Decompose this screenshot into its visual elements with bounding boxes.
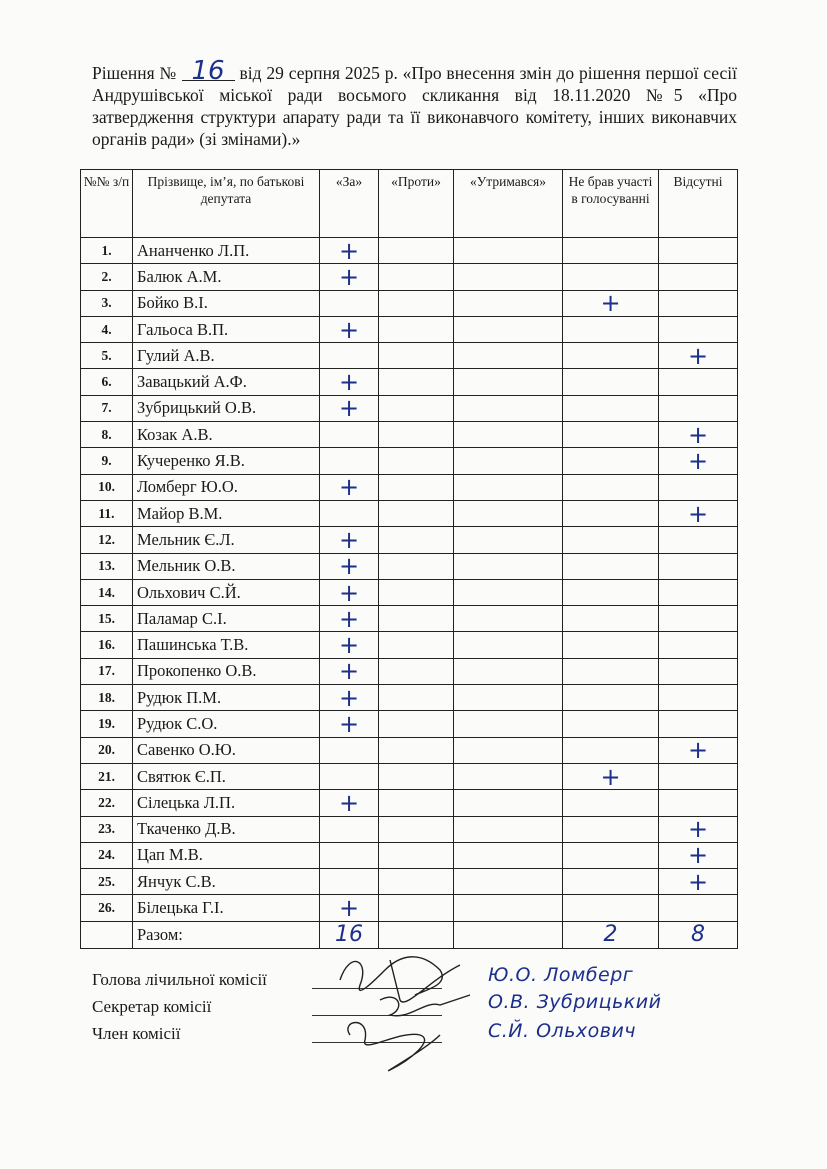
vote-proty xyxy=(379,685,454,711)
row-number: 3. xyxy=(81,290,133,316)
vote-vidsutni xyxy=(659,474,738,500)
vote-ne-brav: + xyxy=(563,290,659,316)
vote-ne-brav xyxy=(563,553,659,579)
vote-vidsutni xyxy=(659,369,738,395)
vote-za: + xyxy=(320,632,379,658)
vote-vidsutni xyxy=(659,658,738,684)
vote-vidsutni: + xyxy=(659,816,738,842)
vote-za: + xyxy=(320,395,379,421)
table-row xyxy=(81,658,738,684)
vote-utrymavsia xyxy=(454,737,563,763)
deputy-name: Майор В.М. xyxy=(133,500,320,526)
vote-proty xyxy=(379,369,454,395)
vote-proty xyxy=(379,448,454,474)
vote-ne-brav: + xyxy=(563,763,659,789)
member-label: Член комісії xyxy=(92,1024,181,1043)
table-row xyxy=(81,816,738,842)
row-number: 23. xyxy=(81,816,133,842)
header-vidsutni: Відсутні xyxy=(659,170,738,238)
deputy-name: Завацький А.Ф. xyxy=(133,369,320,395)
table-row xyxy=(81,369,738,395)
vote-za xyxy=(320,500,379,526)
vote-za: + xyxy=(320,264,379,290)
vote-ne-brav xyxy=(563,895,659,921)
vote-ne-brav xyxy=(563,842,659,868)
vote-vidsutni xyxy=(659,264,738,290)
table-row xyxy=(81,763,738,789)
vote-vidsutni: + xyxy=(659,869,738,895)
vote-utrymavsia xyxy=(454,869,563,895)
table-row xyxy=(81,474,738,500)
row-number: 12. xyxy=(81,527,133,553)
vote-utrymavsia xyxy=(454,500,563,526)
vote-ne-brav xyxy=(563,500,659,526)
header-name: Прізвище, ім’я, по батькові депутата xyxy=(133,170,320,238)
vote-utrymavsia xyxy=(454,816,563,842)
table-body xyxy=(81,238,738,922)
vote-ne-brav xyxy=(563,422,659,448)
deputy-name: Кучеренко Я.В. xyxy=(133,448,320,474)
vote-vidsutni xyxy=(659,711,738,737)
row-number: 5. xyxy=(81,343,133,369)
vote-vidsutni xyxy=(659,895,738,921)
vote-za xyxy=(320,343,379,369)
deputy-name: Ананченко Л.П. xyxy=(133,238,320,264)
deputy-name: Балюк А.М. xyxy=(133,264,320,290)
total-empty-cell xyxy=(81,921,133,948)
handwritten-signatures xyxy=(330,940,480,1080)
vote-za: + xyxy=(320,685,379,711)
table-header-row xyxy=(81,170,738,238)
row-number: 20. xyxy=(81,737,133,763)
vote-proty xyxy=(379,395,454,421)
vote-vidsutni xyxy=(659,763,738,789)
table-row xyxy=(81,579,738,605)
vote-utrymavsia xyxy=(454,711,563,737)
row-number: 22. xyxy=(81,790,133,816)
deputy-name: Савенко О.Ю. xyxy=(133,737,320,763)
vote-ne-brav xyxy=(563,369,659,395)
table-row xyxy=(81,711,738,737)
row-number: 7. xyxy=(81,395,133,421)
vote-utrymavsia xyxy=(454,448,563,474)
vote-proty xyxy=(379,474,454,500)
vote-proty xyxy=(379,316,454,342)
vote-proty xyxy=(379,632,454,658)
vote-utrymavsia xyxy=(454,685,563,711)
decision-heading xyxy=(92,56,737,150)
row-number: 1. xyxy=(81,238,133,264)
table-row xyxy=(81,395,738,421)
table-row xyxy=(81,553,738,579)
vote-ne-brav xyxy=(563,316,659,342)
vote-ne-brav xyxy=(563,474,659,500)
vote-vidsutni xyxy=(659,395,738,421)
row-number: 21. xyxy=(81,763,133,789)
row-number: 17. xyxy=(81,658,133,684)
row-number: 19. xyxy=(81,711,133,737)
vote-proty xyxy=(379,264,454,290)
vote-ne-brav xyxy=(563,264,659,290)
vote-vidsutni xyxy=(659,527,738,553)
vote-za: + xyxy=(320,369,379,395)
total-vidsutni: 8 xyxy=(659,921,738,948)
table-row xyxy=(81,290,738,316)
table-row xyxy=(81,238,738,264)
table-row xyxy=(81,632,738,658)
vote-za xyxy=(320,842,379,868)
vote-za: + xyxy=(320,658,379,684)
deputy-name: Мельник О.В. xyxy=(133,553,320,579)
secretary-label: Секретар комісії xyxy=(92,997,212,1016)
vote-utrymavsia xyxy=(454,658,563,684)
vote-utrymavsia xyxy=(454,842,563,868)
table-row xyxy=(81,737,738,763)
vote-utrymavsia xyxy=(454,553,563,579)
row-number: 2. xyxy=(81,264,133,290)
row-number: 26. xyxy=(81,895,133,921)
header-utrymavsia: «Утримався» xyxy=(454,170,563,238)
vote-utrymavsia xyxy=(454,422,563,448)
table-row xyxy=(81,448,738,474)
vote-ne-brav xyxy=(563,606,659,632)
vote-za: + xyxy=(320,895,379,921)
vote-utrymavsia xyxy=(454,895,563,921)
deputy-name: Янчук С.В. xyxy=(133,869,320,895)
vote-proty xyxy=(379,816,454,842)
vote-ne-brav xyxy=(563,711,659,737)
deputy-name: Рудюк П.М. xyxy=(133,685,320,711)
deputy-name: Сілецька Л.П. xyxy=(133,790,320,816)
vote-vidsutni xyxy=(659,632,738,658)
deputy-name: Прокопенко О.В. xyxy=(133,658,320,684)
member-name: С.Й. Ольхович xyxy=(488,1020,637,1042)
vote-ne-brav xyxy=(563,448,659,474)
deputy-name: Святюк Є.П. xyxy=(133,763,320,789)
vote-vidsutni: + xyxy=(659,842,738,868)
vote-vidsutni xyxy=(659,290,738,316)
deputy-name: Мельник Є.Л. xyxy=(133,527,320,553)
vote-proty xyxy=(379,290,454,316)
vote-vidsutni xyxy=(659,685,738,711)
row-number: 14. xyxy=(81,579,133,605)
voting-table xyxy=(80,169,738,949)
vote-ne-brav xyxy=(563,395,659,421)
vote-proty xyxy=(379,763,454,789)
row-number: 18. xyxy=(81,685,133,711)
vote-proty xyxy=(379,711,454,737)
table-row xyxy=(81,685,738,711)
vote-utrymavsia xyxy=(454,579,563,605)
row-number: 8. xyxy=(81,422,133,448)
member-signature xyxy=(348,1023,440,1071)
deputy-name: Козак А.В. xyxy=(133,422,320,448)
table-row xyxy=(81,790,738,816)
vote-vidsutni: + xyxy=(659,737,738,763)
vote-za: + xyxy=(320,553,379,579)
decision-text: від 29 серпня 2025 р. «Про внесення змін до рішення першої сесії Андрушівської міської ради восьмого скликання від 18.11.2020 №5 «Про затвердження структури апарату ради та її виконавчого комітету, інших виконавчих органів ради» (зі змінами).» xyxy=(92,63,737,149)
vote-vidsutni xyxy=(659,316,738,342)
vote-za xyxy=(320,737,379,763)
table-row xyxy=(81,264,738,290)
deputy-name: Цап М.В. xyxy=(133,842,320,868)
deputy-name: Ломберг Ю.О. xyxy=(133,474,320,500)
vote-vidsutni xyxy=(659,238,738,264)
deputy-name: Рудюк С.О. xyxy=(133,711,320,737)
vote-proty xyxy=(379,527,454,553)
vote-proty xyxy=(379,500,454,526)
table-row xyxy=(81,316,738,342)
vote-ne-brav xyxy=(563,238,659,264)
secretary-name: О.В. Зубрицький xyxy=(488,991,662,1013)
header-proty: «Проти» xyxy=(379,170,454,238)
vote-vidsutni: + xyxy=(659,500,738,526)
row-number: 13. xyxy=(81,553,133,579)
vote-vidsutni: + xyxy=(659,448,738,474)
row-number: 25. xyxy=(81,869,133,895)
row-number: 11. xyxy=(81,500,133,526)
vote-za: + xyxy=(320,527,379,553)
vote-za: + xyxy=(320,316,379,342)
vote-za xyxy=(320,448,379,474)
table-row xyxy=(81,606,738,632)
vote-proty xyxy=(379,869,454,895)
vote-ne-brav xyxy=(563,790,659,816)
table-row xyxy=(81,343,738,369)
deputy-name: Паламар С.І. xyxy=(133,606,320,632)
vote-utrymavsia xyxy=(454,316,563,342)
vote-za xyxy=(320,422,379,448)
vote-utrymavsia xyxy=(454,632,563,658)
vote-vidsutni xyxy=(659,579,738,605)
decision-prefix: Рішення № xyxy=(92,63,177,83)
vote-utrymavsia xyxy=(454,343,563,369)
secretary-signature xyxy=(380,995,470,1016)
deputy-name: Зубрицький О.В. xyxy=(133,395,320,421)
vote-proty xyxy=(379,422,454,448)
decision-number: 16 xyxy=(182,62,235,81)
vote-proty xyxy=(379,842,454,868)
deputy-name: Ольхович С.Й. xyxy=(133,579,320,605)
vote-ne-brav xyxy=(563,527,659,553)
deputy-name: Бойко В.І. xyxy=(133,290,320,316)
total-ne-brav: 2 xyxy=(563,921,659,948)
vote-utrymavsia xyxy=(454,474,563,500)
vote-proty xyxy=(379,790,454,816)
vote-za: + xyxy=(320,579,379,605)
vote-za: + xyxy=(320,790,379,816)
vote-proty xyxy=(379,579,454,605)
chair-signature xyxy=(340,957,460,1002)
vote-za xyxy=(320,816,379,842)
vote-proty xyxy=(379,658,454,684)
vote-proty xyxy=(379,606,454,632)
vote-proty xyxy=(379,238,454,264)
vote-ne-brav xyxy=(563,685,659,711)
table-row xyxy=(81,895,738,921)
vote-ne-brav xyxy=(563,869,659,895)
row-number: 16. xyxy=(81,632,133,658)
vote-ne-brav xyxy=(563,737,659,763)
vote-za xyxy=(320,290,379,316)
vote-vidsutni xyxy=(659,553,738,579)
row-number: 15. xyxy=(81,606,133,632)
chair-name: Ю.О. Ломберг xyxy=(488,964,634,986)
vote-vidsutni xyxy=(659,606,738,632)
deputy-name: Гальоса В.П. xyxy=(133,316,320,342)
deputy-name: Пашинська Т.В. xyxy=(133,632,320,658)
vote-ne-brav xyxy=(563,658,659,684)
header-za: «За» xyxy=(320,170,379,238)
vote-vidsutni: + xyxy=(659,343,738,369)
vote-proty xyxy=(379,895,454,921)
vote-vidsutni: + xyxy=(659,422,738,448)
vote-proty xyxy=(379,553,454,579)
vote-proty xyxy=(379,737,454,763)
total-label: Разом: xyxy=(133,921,320,948)
row-number: 9. xyxy=(81,448,133,474)
vote-utrymavsia xyxy=(454,369,563,395)
vote-ne-brav xyxy=(563,343,659,369)
table-row xyxy=(81,422,738,448)
vote-utrymavsia xyxy=(454,290,563,316)
vote-ne-brav xyxy=(563,816,659,842)
header-ne-brav: Не брав участі в голосуванні xyxy=(563,170,659,238)
row-number: 6. xyxy=(81,369,133,395)
table-row xyxy=(81,842,738,868)
vote-utrymavsia xyxy=(454,790,563,816)
deputy-name: Гулий А.В. xyxy=(133,343,320,369)
vote-ne-brav xyxy=(563,579,659,605)
vote-za: + xyxy=(320,606,379,632)
row-number: 4. xyxy=(81,316,133,342)
vote-utrymavsia xyxy=(454,395,563,421)
table-row xyxy=(81,527,738,553)
table-row xyxy=(81,500,738,526)
vote-za: + xyxy=(320,474,379,500)
chair-label: Голова лічильної комісії xyxy=(92,970,267,989)
vote-za: + xyxy=(320,711,379,737)
vote-za: + xyxy=(320,238,379,264)
vote-za xyxy=(320,869,379,895)
vote-utrymavsia xyxy=(454,763,563,789)
row-number: 24. xyxy=(81,842,133,868)
vote-za xyxy=(320,763,379,789)
vote-vidsutni xyxy=(659,790,738,816)
header-num: №№ з/п xyxy=(81,170,133,238)
vote-utrymavsia xyxy=(454,527,563,553)
vote-utrymavsia xyxy=(454,238,563,264)
table-row xyxy=(81,869,738,895)
row-number: 10. xyxy=(81,474,133,500)
vote-proty xyxy=(379,343,454,369)
vote-utrymavsia xyxy=(454,606,563,632)
deputy-name: Ткаченко Д.В. xyxy=(133,816,320,842)
total-za: 16 xyxy=(320,921,379,948)
vote-utrymavsia xyxy=(454,264,563,290)
vote-ne-brav xyxy=(563,632,659,658)
deputy-name: Білецька Г.І. xyxy=(133,895,320,921)
